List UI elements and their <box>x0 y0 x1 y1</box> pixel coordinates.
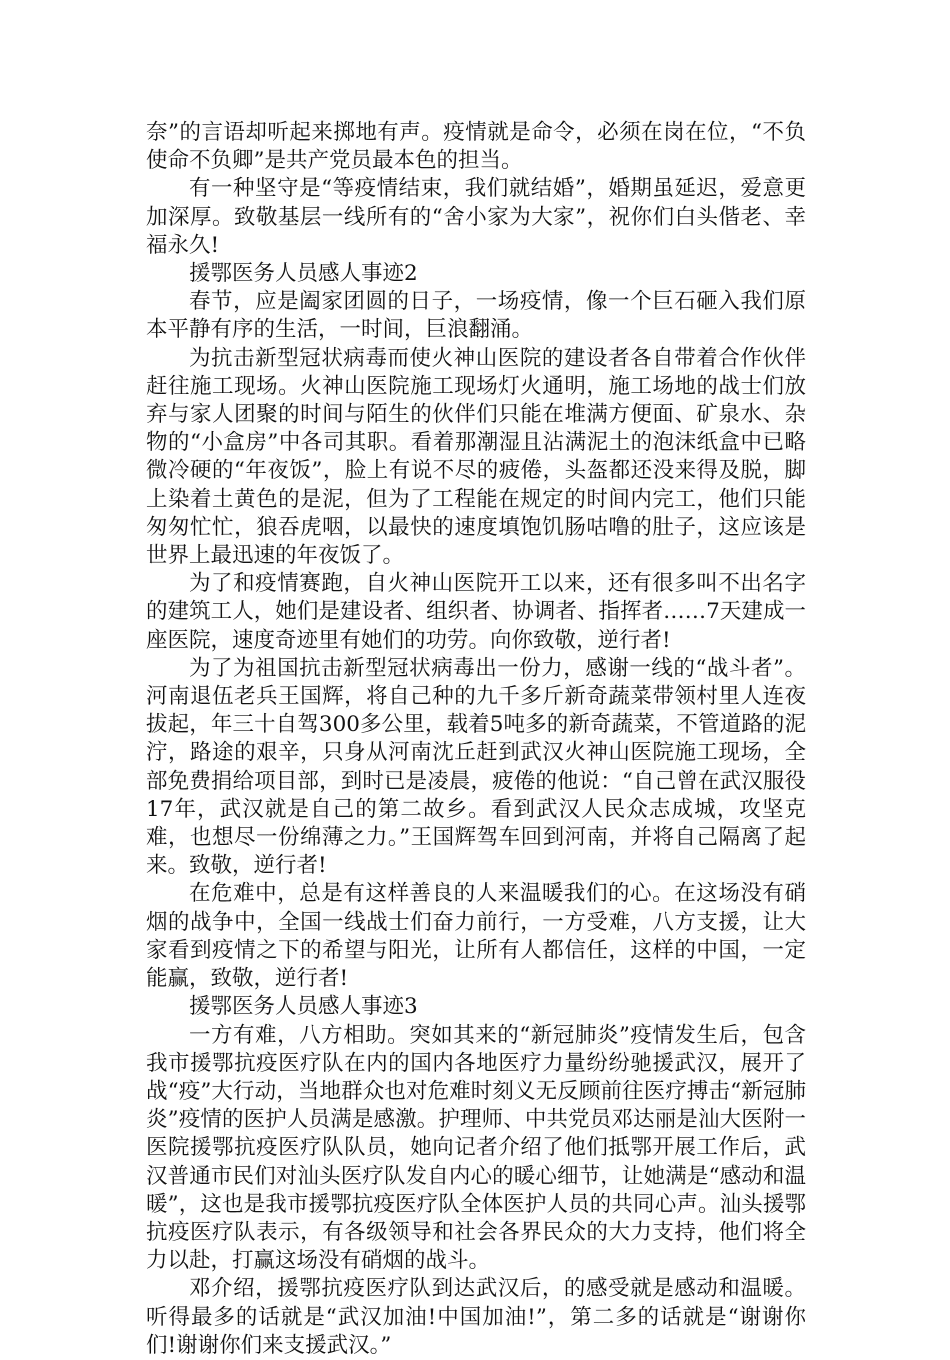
paragraph-1: 奈”的言语却听起来掷地有声。疫情就是命令，必须在岗在位，“不负使命不负卿”是共产党员最本色的担当。 <box>146 120 806 174</box>
paragraph-7: 在危难中，总是有这样善良的人来温暖我们的心。在这场没有硝烟的战争中，全国一线战士们奋力前行，一方受难，八方支援，让大家看到疫情之下的希望与阳光，让所有人都信任，这样的中国，一定能赢，致敬，逆行者! <box>146 881 806 992</box>
section-heading-2: 援鄂医务人员感人事迹2 <box>189 261 418 287</box>
paragraph-3: 春节，应是阖家团圆的日子，一场疫情，像一个巨石砸入我们原本平静有序的生活，一时间，巨浪翻涌。 <box>146 289 806 343</box>
paragraph-4: 为抗击新型冠状病毒而使火神山医院的建设者各自带着合作伙伴赶往施工现场。火神山医院施工现场灯火通明，施工场地的战士们放弃与家人团聚的时间与陌生的伙伴们只能在堆满方便面、矿泉水、杂物的“小盒房”中各司其职。看着那潮湿且沾满泥土的泡沫纸盒中已略微冷硬的“年夜饭”，脸上有说不尽的疲倦，头盔都还没来得及脱，脚上染着土黄色的是泥，但为了工程能在规定的时间内完工，他们只能匆匆忙忙，狼吞虎咽，以最快的速度填饱饥肠咕噜的肚子，这应该是世界上最迅速的年夜饭了。 <box>146 345 806 569</box>
paragraph-8: 一方有难，八方相助。突如其来的“新冠肺炎”疫情发生后，包含我市援鄂抗疫医疗队在内的国内各地医疗力量纷纷驰援武汉，展开了战“疫”大行动，当地群众也对危难时刻义无反顾前往医疗搏击“新冠肺炎”疫情的医护人员满是感激。护理师、中共党员邓达丽是汕大医附一医院援鄂抗疫医疗队队员，她向记者介绍了他们抵鄂开展工作后，武汉普通市民们对汕头医疗队发自内心的暖心细节，让她满是“感动和温暖”，这也是我市援鄂抗疫医疗队全体医护人员的共同心声。汕头援鄂抗疫医疗队表示，有各级领导和社会各界民众的大力支持，他们将全力以赴，打赢这场没有硝烟的战斗。 <box>146 1022 806 1274</box>
document-page <box>146 119 806 1360</box>
paragraph-5: 为了和疫情赛跑，自火神山医院开工以来，还有很多叫不出名字的建筑工人，她们是建设者、组织者、协调者、指挥者……7天建成一座医院，速度奇迹里有她们的功劳。向你致敬，逆行者! <box>146 571 806 653</box>
paragraph-6: 为了为祖国抗击新型冠状病毒出一份力，感谢一线的“战斗者”。河南退伍老兵王国辉，将自己种的九千多斤新奇蔬菜带领村里人连夜拔起，年三十自驾300多公里，载着5吨多的新奇蔬菜，不管道路的泥泞，路途的艰辛，只身从河南沈丘赶到武汉火神山医院施工现场，全部免费捐给项目部，到时已是凌晨，疲倦的他说：“自己曾在武汉服役17年，武汉就是自己的第二故乡。看到武汉人民众志成城，攻坚克难，也想尽一份绵薄之力。”王国辉驾车回到河南，并将自己隔离了起来。致敬，逆行者! <box>146 655 806 879</box>
section-heading-3: 援鄂医务人员感人事迹3 <box>189 994 418 1020</box>
paragraph-2: 有一种坚守是“等疫情结束，我们就结婚”，婚期虽延迟，爱意更加深厚。致敬基层一线所有的“舍小家为大家”，祝你们白头偕老、幸福永久! <box>146 176 806 258</box>
paragraph-9: 邓介绍，援鄂抗疫医疗队到达武汉后，的感受就是感动和温暖。听得最多的话就是“武汉加油!中国加油!”，第二多的话就是“谢谢你们!谢谢你们来支援武汉。” <box>146 1276 806 1358</box>
